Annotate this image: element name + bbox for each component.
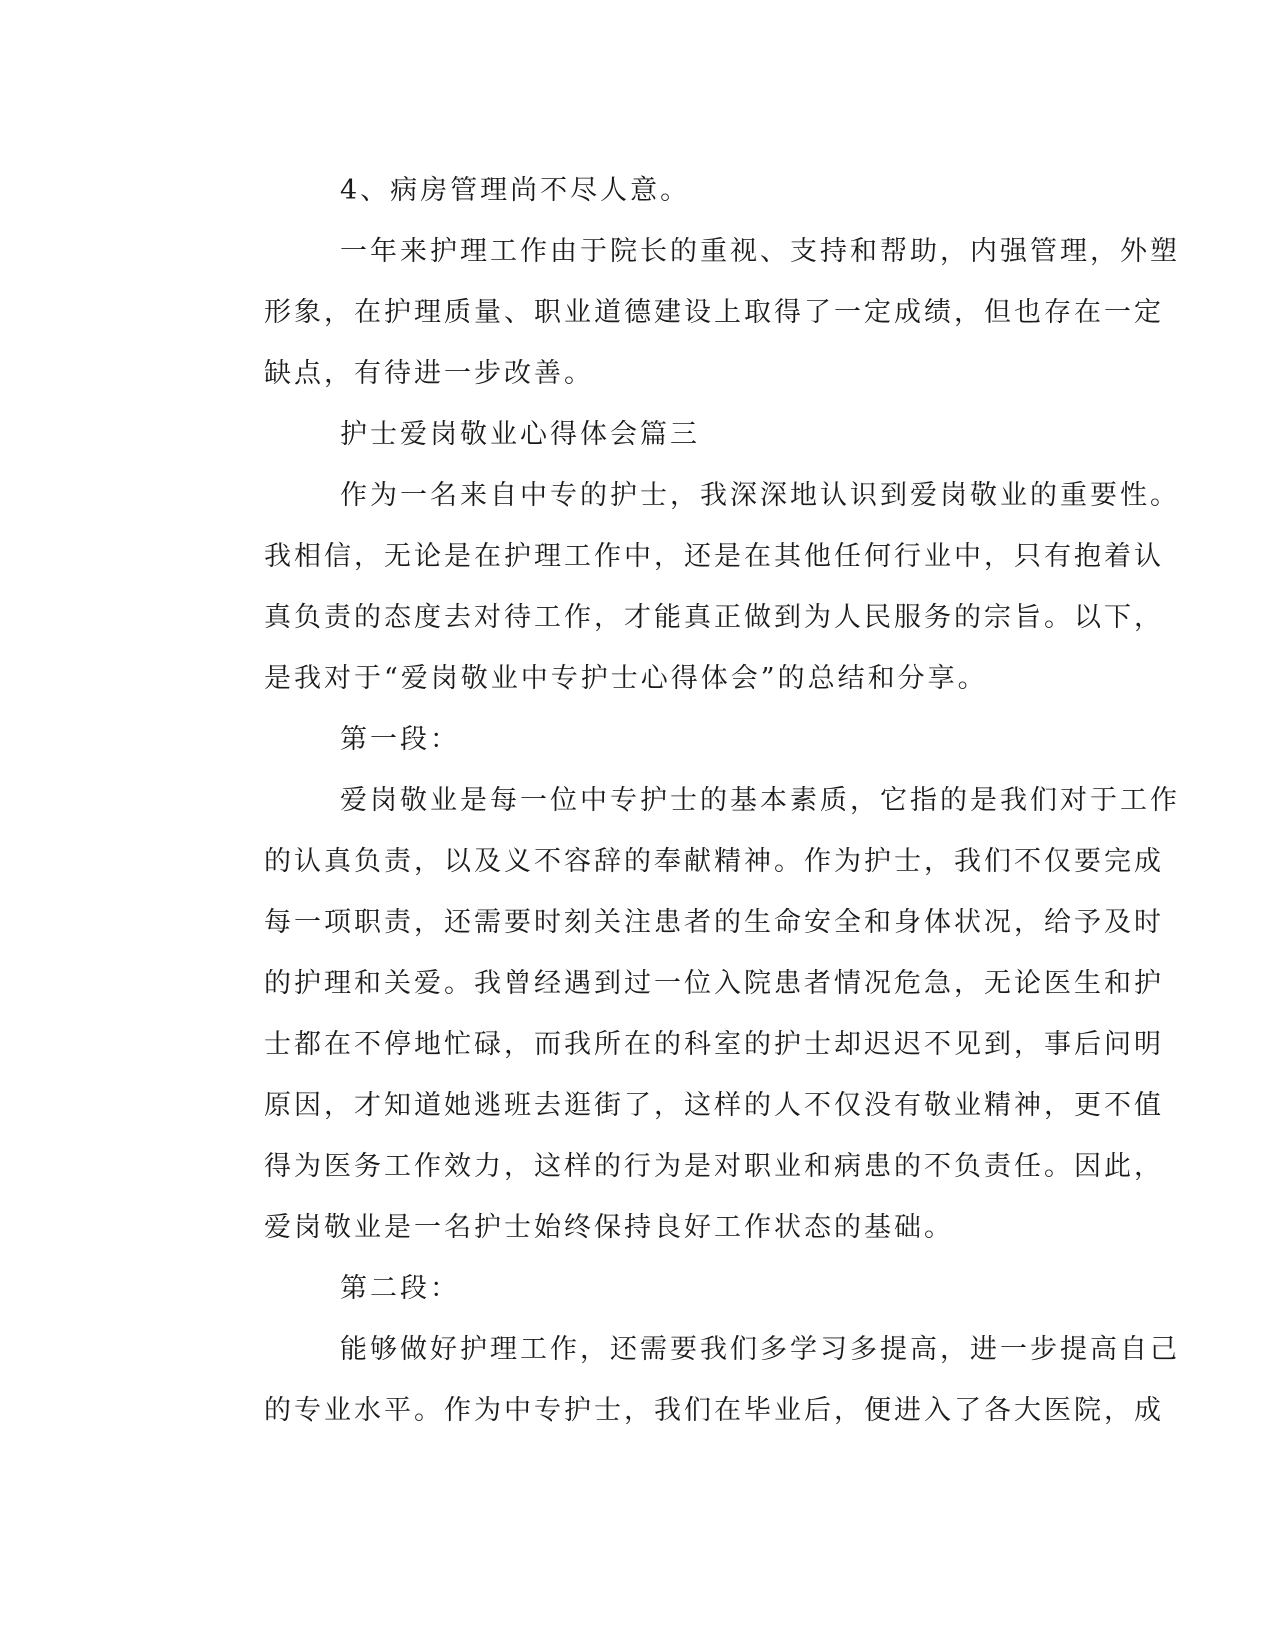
text-line: 爱岗敬业是每一位中专护士的基本素质，它指的是我们对于工作 <box>340 785 1180 816</box>
text-line: 得为医务工作效力，这样的行为是对职业和病患的不负责任。因此， <box>264 1151 1164 1182</box>
subheading-label: 第一段： <box>340 724 460 755</box>
text-line: 士都在不停地忙碌，而我所在的科室的护士却迟迟不见到，事后问明 <box>264 1029 1164 1060</box>
paragraph-item-4 <box>188 160 1073 221</box>
paragraph-summary <box>188 221 1180 404</box>
text-line: 4、病房管理尚不尽人意。 <box>340 175 691 206</box>
text-line: 原因，才知道她逃班去逛街了，这样的人不仅没有敬业精神，更不值 <box>264 1090 1164 1121</box>
text-line: 是我对于“爱岗敬业中专护士心得体会”的总结和分享。 <box>264 663 988 694</box>
text-line: 爱岗敬业是一名护士始终保持良好工作状态的基础。 <box>264 1212 954 1243</box>
text-line: 形象，在护理质量、职业道德建设上取得了一定成绩，但也存在一定 <box>264 297 1164 328</box>
text-line: 缺点，有待进一步改善。 <box>264 358 594 389</box>
subheading-label: 第二段： <box>340 1273 460 1304</box>
paragraph-intro <box>188 465 1180 709</box>
text-line: 每一项职责，还需要时刻关注患者的生命安全和身体状况，给予及时 <box>264 907 1164 938</box>
text-line: 作为一名来自中专的护士，我深深地认识到爱岗敬业的重要性。 <box>340 480 1180 511</box>
text-line: 的专业水平。作为中专护士，我们在毕业后，便进入了各大医院，成 <box>264 1395 1164 1426</box>
text-line: 的护理和关爱。我曾经遇到过一位入院患者情况危急，无论医生和护 <box>264 968 1164 999</box>
paragraph-second-section <box>188 1319 1180 1441</box>
text-line: 能够做好护理工作，还需要我们多学习多提高，进一步提高自己 <box>340 1334 1180 1365</box>
paragraph-first-section <box>188 770 1180 1258</box>
text-line: 我相信，无论是在护理工作中，还是在其他任何行业中，只有抱着认 <box>264 541 1164 572</box>
section-heading <box>188 404 1073 465</box>
subheading-first <box>188 709 1073 770</box>
section-title: 护士爱岗敬业心得体会篇三 <box>340 419 700 450</box>
text-line: 一年来护理工作由于院长的重视、支持和帮助，内强管理，外塑 <box>340 236 1180 267</box>
text-line: 的认真负责，以及义不容辞的奉献精神。作为护士，我们不仅要完成 <box>264 846 1164 877</box>
text-line: 真负责的态度去对待工作，才能真正做到为人民服务的宗旨。以下， <box>264 602 1164 633</box>
subheading-second <box>188 1258 1073 1319</box>
document-body <box>188 160 1180 1441</box>
